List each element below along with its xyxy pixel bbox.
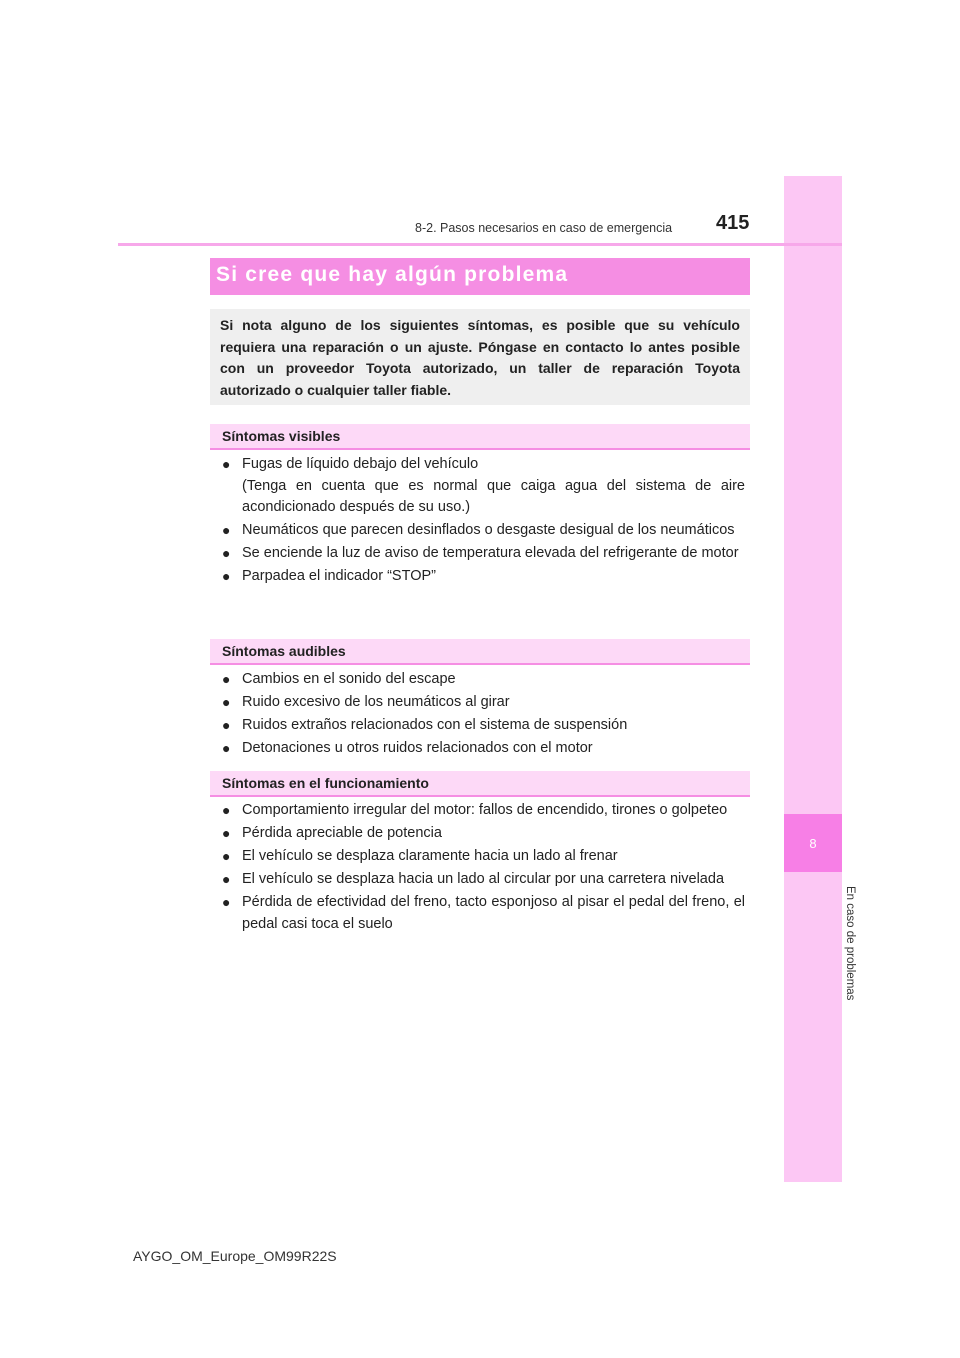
bullet-icon: ●	[222, 871, 231, 887]
bullet-icon: ●	[222, 545, 231, 561]
bullet-icon: ●	[222, 825, 231, 841]
bullet-icon: ●	[222, 740, 231, 756]
chapter-label: En caso de problemas	[844, 886, 856, 1001]
list-item: ● Se enciende la luz de aviso de temperatura elevada del refrigerante de motor	[222, 543, 745, 565]
list-item: ● Fugas de líquido debajo del vehículo (Tenga en cuenta que es normal que caiga agua del sistema de aire acondicionado después de su uso.)	[222, 456, 745, 515]
bullet-icon: ●	[222, 894, 231, 910]
list-item: ● Neumáticos que parecen desinflados o desgaste desigual de los neumáticos	[222, 520, 745, 542]
bullet-icon: ●	[222, 694, 231, 710]
list-item: ● Pérdida de efectividad del freno, tacto esponjoso al pisar el pedal del freno, el pedal casi toca el suelo	[222, 894, 745, 932]
list-audible-symptoms	[222, 669, 745, 761]
section-heading-audible: Síntomas audibles	[210, 639, 750, 665]
bullet-icon: ●	[222, 568, 231, 584]
bullet-icon: ●	[222, 456, 231, 472]
chapter-side-tab	[784, 176, 842, 1182]
chapter-number: 8	[809, 836, 817, 851]
list-operation-symptoms	[222, 800, 745, 937]
list-item: ● Cambios en el sonido del escape	[222, 669, 745, 691]
bullet-icon: ●	[222, 671, 231, 687]
list-item: ● El vehículo se desplaza hacia un lado al circular por una carretera nivelada	[222, 869, 745, 891]
bullet-icon: ●	[222, 522, 231, 538]
page-title: Si cree que hay algún problema	[210, 258, 750, 295]
document-footer-id: AYGO_OM_Europe_OM99R22S	[133, 1248, 337, 1264]
list-visible-symptoms	[222, 454, 745, 589]
bullet-icon: ●	[222, 717, 231, 733]
page-number: 415	[716, 212, 750, 234]
list-item: ● Detonaciones u otros ruidos relacionados con el motor	[222, 738, 745, 760]
section-heading-visible: Síntomas visibles	[210, 424, 750, 450]
list-item: ● El vehículo se desplaza claramente hacia un lado al frenar	[222, 846, 745, 868]
bullet-icon: ●	[222, 848, 231, 864]
intro-paragraph: Si nota alguno de los siguientes síntomas, es posible que su vehículo requiera una reparación o un ajuste. Póngase en contacto lo antes posible con un proveedor Toyota autorizado, un taller de reparación Toyota autorizado o cualquier taller fiable.	[210, 309, 750, 405]
list-item: ● Parpadea el indicador “STOP”	[222, 566, 745, 588]
header-section-title: 8-2. Pasos necesarios en caso de emergencia	[415, 221, 673, 235]
header-divider	[118, 243, 842, 246]
list-item: ● Ruido excesivo de los neumáticos al girar	[222, 692, 745, 714]
list-item: ● Ruidos extraños relacionados con el sistema de suspensión	[222, 715, 745, 737]
section-heading-operation: Síntomas en el funcionamiento	[210, 771, 750, 797]
list-item: ● Pérdida apreciable de potencia	[222, 823, 745, 845]
bullet-icon: ●	[222, 802, 231, 818]
list-item: ● Comportamiento irregular del motor: fallos de encendido, tirones o golpeteo	[222, 800, 745, 822]
